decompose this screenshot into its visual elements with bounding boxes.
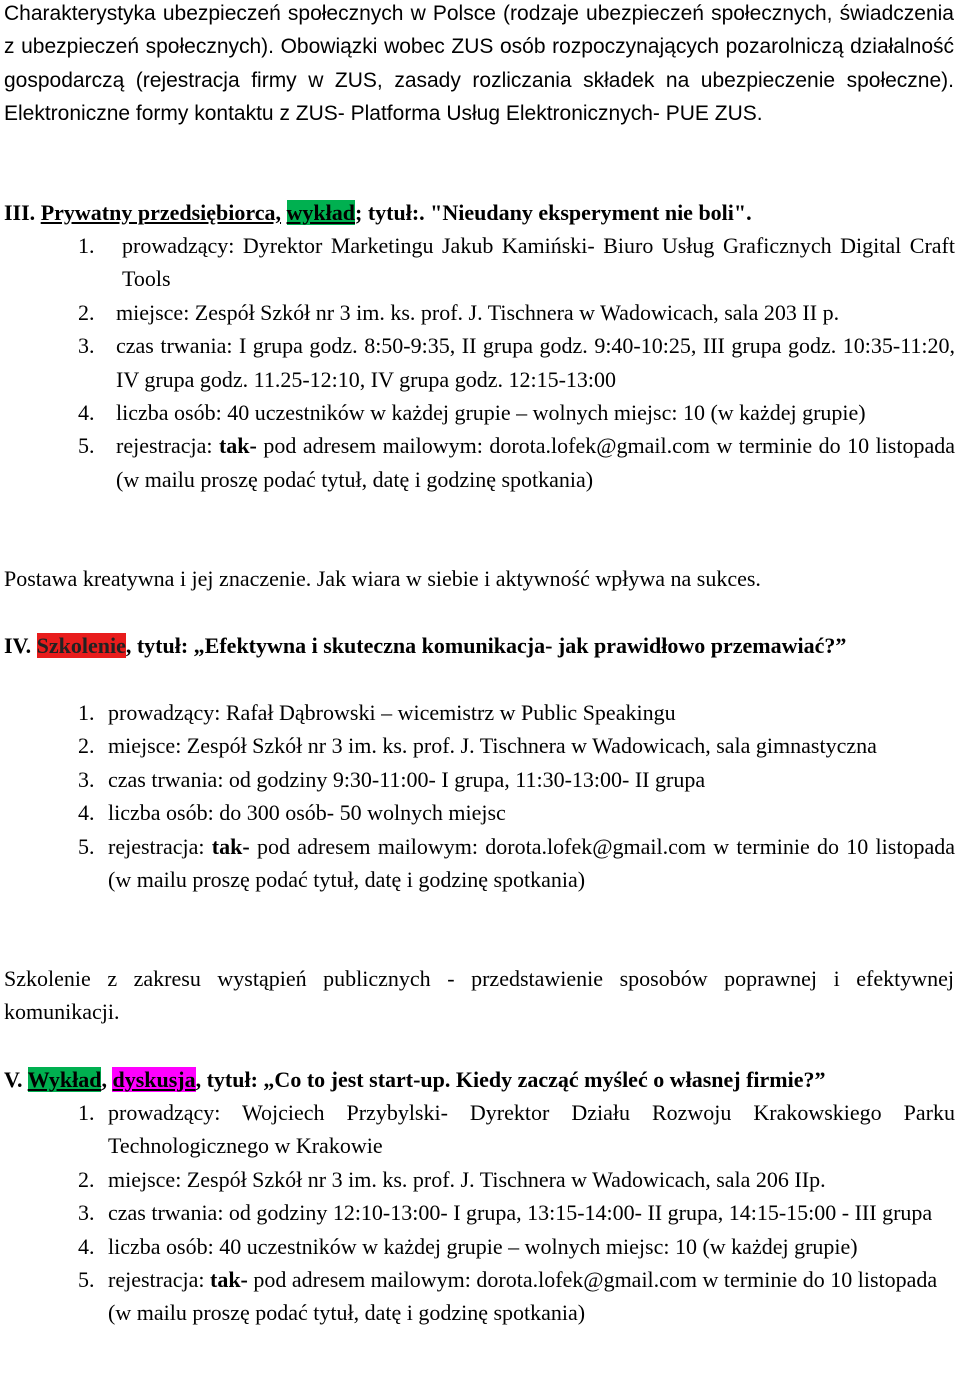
list-text: miejsce: Zespół Szkół nr 3 im. ks. prof. J. Tischnera w Wadowicach, sala gimnastyczna <box>108 733 877 759</box>
list-number: 5. <box>78 1267 95 1293</box>
list-item <box>78 229 955 296</box>
list-number: 1. <box>78 700 95 725</box>
section-3-heading <box>4 196 954 229</box>
list-number: 3. <box>78 1200 95 1226</box>
list-number: 2. <box>78 299 95 325</box>
registration-yes: tak- <box>210 1267 248 1293</box>
section-5-type-highlight-2: dyskusja <box>112 1067 196 1092</box>
section-5-title: , tytuł: „Co to jest start-up. Kiedy zacząć myśleć o własnej firmie?” <box>195 1067 826 1092</box>
list-number: 3. <box>78 333 95 359</box>
list-number: 4. <box>78 400 95 426</box>
list-number: 2. <box>78 1166 95 1192</box>
registration-label: rejestracja: <box>108 1267 210 1293</box>
list-item-registration <box>78 429 955 496</box>
registration-label: rejestracja: <box>116 433 219 459</box>
section-3-type-highlight: wykład <box>286 200 356 225</box>
list-text: miejsce: Zespół Szkół nr 3 im. ks. prof. J. Tischnera w Wadowicach, sala 206 IIp. <box>108 1166 826 1192</box>
list-item <box>78 329 955 396</box>
section-4-heading <box>4 629 954 662</box>
list-item <box>78 729 955 762</box>
list-item <box>78 696 955 729</box>
registration-text: pod adresem mailowym: dorota.lofek@gmail.com w terminie do 10 listopada (w mailu proszę podać tytuł, datę i godzinę spotkania) <box>108 1267 938 1326</box>
list-text: prowadzący: Dyrektor Marketingu Jakub Kamiński- Biuro Usług Graficznych Digital Craft Tools <box>122 233 955 292</box>
list-text: miejsce: Zespół Szkół nr 3 im. ks. prof. J. Tischnera w Wadowicach, sala 203 II p. <box>116 299 840 325</box>
list-item <box>78 763 955 796</box>
section-4-list <box>78 696 955 896</box>
list-item <box>78 1163 955 1196</box>
list-number: 4. <box>78 800 95 826</box>
list-number: 5. <box>78 433 95 459</box>
list-item <box>78 396 955 429</box>
list-text: czas trwania: I grupa godz. 8:50-9:35, II grupa godz. 9:40-10:25, III grupa godz. 10:35-11:20, IV grupa godz. 11.25-12:10, IV grupa godz. 12:15-13:00 <box>116 333 955 392</box>
list-item <box>78 796 955 829</box>
section-3-title: Prywatny przedsiębiorca, <box>40 200 282 225</box>
list-text: liczba osób: 40 uczestników w każdej grupie – wolnych miejsc: 10 (w każdej grupie) <box>116 400 866 426</box>
list-text: czas trwania: od godziny 9:30-11:00- I grupa, 11:30-13:00- II grupa <box>108 766 706 792</box>
intro-paragraph <box>4 0 954 131</box>
list-text: prowadzący: Rafał Dąbrowski – wicemistrz w Public Speakingu <box>108 700 676 725</box>
list-item-registration <box>78 830 955 897</box>
list-text: czas trwania: od godziny 12:10-13:00- I grupa, 13:15-14:00- II grupa, 14:15-15:00 - III grupa <box>108 1200 933 1226</box>
list-item <box>78 296 955 329</box>
section-4-number: IV. <box>4 633 32 658</box>
intro-text: Charakterystyka ubezpieczeń społecznych w Polsce (rodzaje ubezpieczeń społecznych, świadczenia z ubezpieczeń społecznych). Obowiązki wobec ZUS osób rozpoczynających pozarolniczą działalność gospodarczą (rejestracja firmy w ZUS, zasady rozliczania składek na ubezpieczenie społeczne). Elektroniczne formy kontaktu z ZUS- Platforma Usług Elektronicznych- PUE ZUS. <box>4 2 954 126</box>
section-4-type-highlight: Szkolenie <box>36 633 126 658</box>
registration-text: pod adresem mailowym: dorota.lofek@gmail.com w terminie do 10 listopada (w mailu proszę podać tytuł, datę i godzinę spotkania) <box>116 433 955 492</box>
registration-text: pod adresem mailowym: dorota.lofek@gmail.com w terminie do 10 listopada (w mailu proszę podać tytuł, datę i godzinę spotkania) <box>108 833 955 893</box>
list-text: liczba osób: 40 uczestników w każdej grupie – wolnych miejsc: 10 (w każdej grupie) <box>108 1233 858 1259</box>
section-5-comma: , <box>101 1067 107 1092</box>
section-3-title-rest: ; tytuł:. "Nieudany eksperyment nie boli". <box>355 200 752 225</box>
list-number: 1. <box>78 1100 95 1125</box>
section-4-summary <box>4 962 954 1029</box>
list-number: 3. <box>78 766 95 792</box>
list-number: 4. <box>78 1233 95 1259</box>
section-3-summary-text: Postawa kreatywna i jej znaczenie. Jak wiara w siebie i aktywność wpływa na sukces. <box>4 566 761 591</box>
section-5-heading <box>4 1063 954 1096</box>
section-5-list <box>78 1096 955 1330</box>
list-item <box>78 1096 955 1163</box>
registration-label: rejestracja: <box>108 833 212 859</box>
registration-yes: tak- <box>211 833 250 859</box>
section-4-title: , tytuł: „Efektywna i skuteczna komunikacja- jak prawidłowo przemawiać?” <box>125 633 847 658</box>
list-item-registration <box>78 1263 955 1330</box>
list-text: liczba osób: do 300 osób- 50 wolnych miejsc <box>108 800 506 826</box>
list-number: 2. <box>78 733 95 759</box>
section-4-summary-text: Szkolenie z zakresu wystąpień publicznych - przedstawienie sposobów poprawnej i efektywnej komunikacji. <box>4 966 954 1025</box>
list-text: prowadzący: Wojciech Przybylski- Dyrektor Działu Rozwoju Krakowskiego Parku Technologicznego w Krakowie <box>108 1100 955 1159</box>
list-number: 1. <box>78 233 95 258</box>
section-3-summary <box>4 562 954 595</box>
list-item <box>78 1196 955 1229</box>
section-3-number: III. <box>4 200 36 225</box>
section-3-list <box>78 229 955 496</box>
registration-yes: tak- <box>218 433 257 459</box>
section-5-number: V. <box>4 1067 23 1092</box>
list-number: 5. <box>78 833 95 859</box>
list-item <box>78 1230 955 1263</box>
section-5-type-highlight-1: Wykład <box>27 1067 102 1092</box>
